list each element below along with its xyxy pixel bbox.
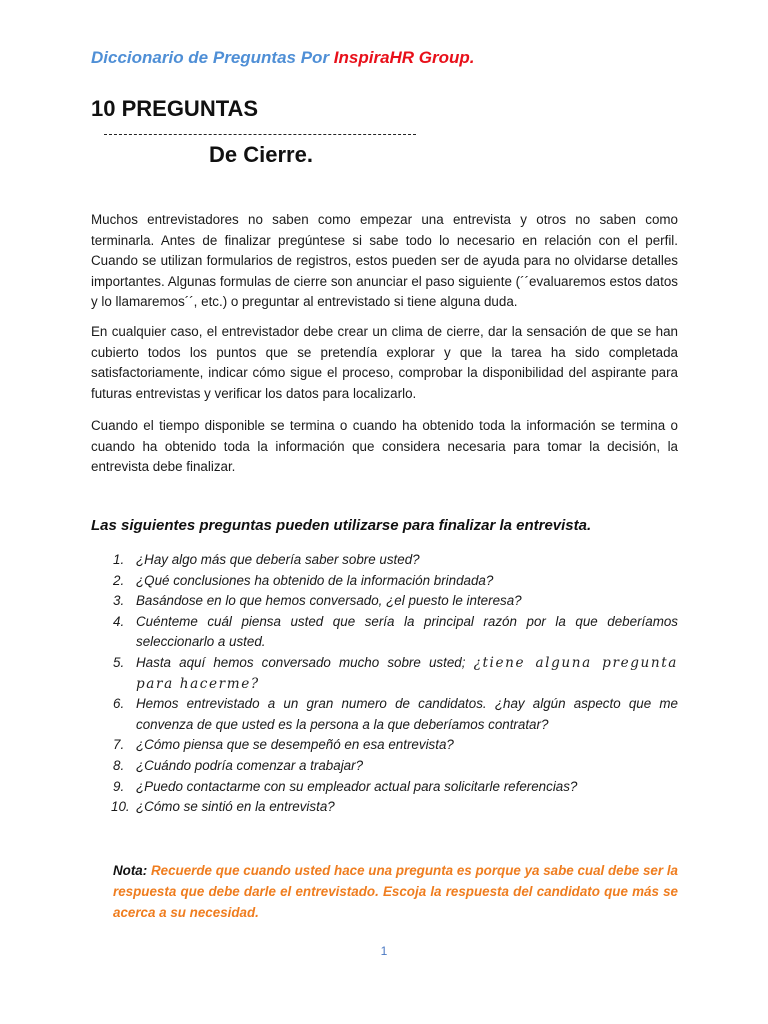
list-item-number: 5.	[113, 654, 125, 670]
list-item-text: ¿Cómo piensa que se desempeñó en esa entrevista?	[136, 737, 454, 753]
dashed-divider	[104, 134, 416, 135]
list-item	[91, 735, 678, 756]
list-item	[91, 550, 678, 571]
list-item	[91, 612, 678, 653]
list-item-number: 1.	[113, 552, 125, 567]
list-item-number: 9.	[113, 778, 125, 794]
list-item-text: Basándose en lo que hemos conversado, ¿el puesto le interesa?	[136, 593, 522, 609]
page-title: 10 PREGUNTAS	[91, 96, 259, 121]
list-item	[91, 653, 678, 694]
list-item	[91, 756, 678, 777]
list-item	[91, 591, 678, 612]
note-text: Recuerde que cuando usted hace una pregunta es porque ya sabe cual debe ser la respuesta que debe darle el entrevistado. Escoja la respuesta del candidato que más se acerca a su necesidad.	[113, 863, 678, 920]
list-item-text: Cuénteme cuál piensa usted que sería la principal razón por la que deberíamos seleccionarlo a usted.	[136, 613, 678, 650]
header-period: .	[469, 48, 475, 67]
list-item-number: 4.	[113, 613, 125, 629]
note-label: Nota:	[113, 863, 148, 878]
list-item	[91, 777, 678, 798]
list-item-text: ¿Qué conclusiones ha obtenido de la información brindada?	[136, 572, 494, 588]
list-item-text: ¿Puedo contactarme con su empleador actual para solicitarle referencias?	[136, 778, 578, 794]
list-item	[91, 571, 678, 592]
list-item-text: Hemos entrevistado a un gran numero de candidatos. ¿hay algún aspecto que me convenza de que usted es la persona a la que deberíamos contratar?	[136, 696, 678, 732]
list-item-number: 3.	[113, 593, 125, 609]
note-block	[113, 860, 678, 923]
list-item	[91, 694, 678, 735]
header-title-text: Diccionario de Preguntas Por	[91, 48, 334, 67]
questions-list	[91, 550, 678, 818]
list-item-number: 7.	[113, 737, 125, 753]
list-item-number: 6.	[113, 696, 125, 712]
list-item-number: 10.	[111, 799, 130, 815]
page-number: 1	[380, 944, 388, 958]
list-item-text: ¿Hay algo más que debería saber sobre usted?	[136, 552, 420, 567]
list-item	[91, 797, 678, 818]
list-item-number: 2.	[113, 572, 125, 588]
document-header	[91, 48, 475, 68]
page-subtitle: De Cierre.	[209, 142, 313, 167]
intro-paragraph-1: Muchos entrevistadores no saben como empezar una entrevista y otros no saben como terminarla. Antes de finalizar pregúntese si sabe todo lo necesario en relación con el perfil. Cuando se utilizan formularios de registros, estos pueden ser de ayuda para no olvidarse detalles importantes. Algunas formulas de cierre son anunciar el paso siguiente (´´evaluaremos estos datos y lo llamaremos´´, etc.) o preguntar al entrevistado si tiene alguna duda.	[91, 212, 678, 310]
intro-paragraph-2: En cualquier caso, el entrevistador debe crear un clima de cierre, dar la sensación de que se han cubierto todos los puntos que se pretendía explorar y que la tarea ha sido completada satisfactoriamente, indicar cómo sigue el proceso, comprobar la disponibilidad del aspirante para futuras entrevistas y verificar los datos para localizarlo.	[91, 324, 678, 401]
list-item-text-question: ¿tiene alguna pregunta para hacerme?	[136, 654, 679, 692]
list-item-text: ¿Cuándo podría comenzar a trabajar?	[136, 757, 364, 773]
questions-heading: Las siguientes preguntas pueden utilizarse para finalizar la entrevista.	[91, 517, 592, 534]
list-item-number: 8.	[113, 757, 125, 773]
list-item-text: Hasta aquí hemos conversado mucho sobre usted;	[136, 654, 474, 670]
header-brand-text: InspiraHR Group	[333, 48, 470, 67]
list-item-text: ¿Cómo se sintió en la entrevista?	[136, 799, 335, 815]
intro-paragraph-3: Cuando el tiempo disponible se termina o cuando ha obtenido toda la información se termina o cuando ha obtenido toda la información que considera necesaria para tomar la decisión, la entrevista debe finalizar.	[91, 418, 678, 475]
